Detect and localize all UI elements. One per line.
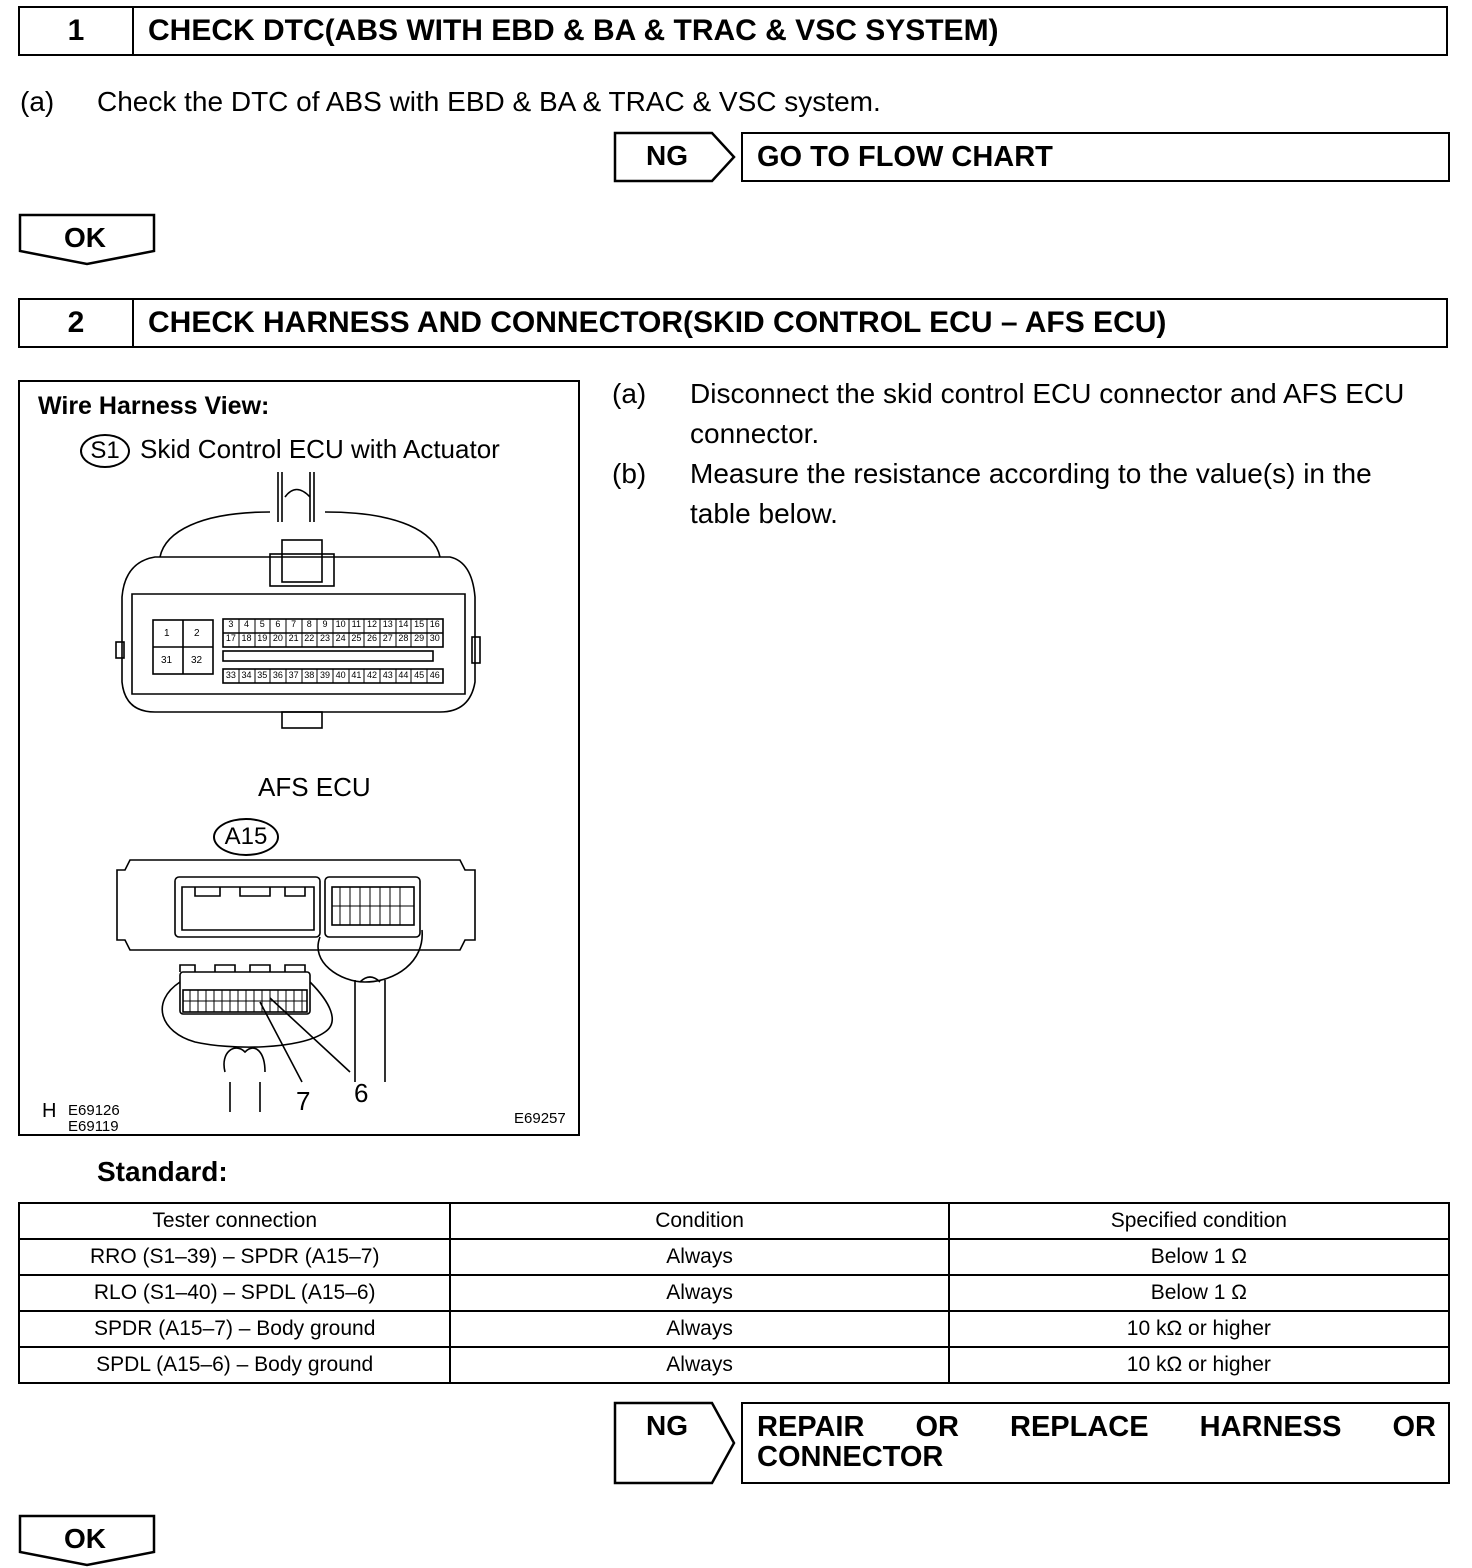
s1-pin-label: 1 xyxy=(164,628,170,639)
pin-7-label: 7 xyxy=(296,1086,311,1116)
table-cell: SPDL (A15–6) – Body ground xyxy=(19,1347,450,1383)
s1-pin-label: 30 xyxy=(429,633,440,643)
s1-pin-label: 29 xyxy=(414,633,425,643)
table-header-cell: Specified condition xyxy=(949,1203,1449,1239)
s1-pin-label: 23 xyxy=(319,633,330,643)
s1-pin-label: 4 xyxy=(244,619,250,629)
s1-pin-label: 41 xyxy=(351,670,362,680)
ng-label-1: NG xyxy=(646,140,688,171)
standard-heading: Standard: xyxy=(97,1156,228,1187)
step-2-title: CHECK HARNESS AND CONNECTOR(SKID CONTROL ECU – AFS ECU) xyxy=(148,306,1167,339)
ng-result-word: OR xyxy=(915,1411,959,1443)
figure-code-1: E69126 xyxy=(68,1102,120,1119)
table-cell: 10 kΩ or higher xyxy=(949,1347,1449,1383)
standard-table xyxy=(18,1202,1450,1384)
table-cell: Always xyxy=(450,1275,948,1311)
s1-pin-label: 42 xyxy=(367,670,378,680)
s1-code: S1 xyxy=(80,434,130,468)
s1-pin-label: 9 xyxy=(322,619,328,629)
s1-pin-label: 45 xyxy=(414,670,425,680)
step-1-item-a-text: Check the DTC of ABS with EBD & BA & TRAC & VSC system. xyxy=(97,86,881,117)
s1-pin-label: 21 xyxy=(288,633,299,643)
s1-pin-label: 34 xyxy=(241,670,252,680)
ng-label-2: NG xyxy=(646,1410,688,1441)
s1-pin-label: 37 xyxy=(288,670,299,680)
s1-pin-label: 18 xyxy=(241,633,252,643)
afs-ecu-drawing xyxy=(20,382,578,1134)
table-header-row xyxy=(19,1203,1449,1239)
s1-pin-label: 31 xyxy=(161,655,173,666)
table-cell: Always xyxy=(450,1311,948,1347)
pin-6-label: 6 xyxy=(354,1078,369,1108)
table-row xyxy=(19,1311,1449,1347)
step-2-header xyxy=(18,298,1448,348)
ng-result-word: HARNESS xyxy=(1199,1411,1342,1443)
s1-pin-label: 15 xyxy=(414,619,425,629)
s1-pin-label: 27 xyxy=(382,633,393,643)
table-cell: Below 1 Ω xyxy=(949,1239,1449,1275)
ok-label-1: OK xyxy=(64,222,106,253)
s1-pin-label: 3 xyxy=(228,619,234,629)
s1-pin-label: 13 xyxy=(382,619,393,629)
s1-pin-label: 32 xyxy=(191,655,203,666)
step-2-item-b-label: (b) xyxy=(612,458,647,489)
s1-pin-label: 44 xyxy=(398,670,409,680)
step-2-number: 2 xyxy=(20,300,134,346)
corner-h: H xyxy=(42,1100,57,1122)
table-cell: Always xyxy=(450,1347,948,1383)
s1-pin-label: 14 xyxy=(398,619,409,629)
s1-pin-label: 26 xyxy=(367,633,378,643)
s1-pin-label: 40 xyxy=(335,670,346,680)
s1-pin-label: 39 xyxy=(319,670,330,680)
step-1-title: CHECK DTC(ABS WITH EBD & BA & TRAC & VSC SYSTEM) xyxy=(148,14,999,47)
table-cell: SPDR (A15–7) – Body ground xyxy=(19,1311,450,1347)
ng-result-word: REPLACE xyxy=(1010,1411,1149,1443)
s1-pin-label: 16 xyxy=(429,619,440,629)
s1-pin-label: 38 xyxy=(304,670,315,680)
ng-result-word: REPAIR xyxy=(757,1411,865,1443)
afs-ecu-label: AFS ECU xyxy=(258,772,371,802)
s1-pin-label: 8 xyxy=(306,619,312,629)
s1-pin-label: 25 xyxy=(351,633,362,643)
figure-code-3: E69257 xyxy=(514,1110,566,1127)
table-cell: 10 kΩ or higher xyxy=(949,1311,1449,1347)
s1-pin-label: 11 xyxy=(351,619,362,629)
table-header-cell: Tester connection xyxy=(19,1203,450,1239)
s1-pin-label: 7 xyxy=(291,619,297,629)
ok-label-2: OK xyxy=(64,1523,106,1554)
step-2-item-b-line1: Measure the resistance according to the value(s) in the xyxy=(690,458,1372,489)
table-row xyxy=(19,1275,1449,1311)
s1-pin-label: 5 xyxy=(259,619,265,629)
s1-pin-label: 28 xyxy=(398,633,409,643)
step-1-item-a-label: (a) xyxy=(20,86,55,117)
s1-pin-label: 46 xyxy=(429,670,440,680)
s1-pin-label: 2 xyxy=(194,628,200,639)
s1-pin-label: 20 xyxy=(272,633,283,643)
step-1-header xyxy=(18,6,1448,56)
step-2-item-a-line2: connector. xyxy=(690,418,820,449)
s1-pin-label: 6 xyxy=(275,619,281,629)
s1-pin-label: 43 xyxy=(382,670,393,680)
table-cell: RRO (S1–39) – SPDR (A15–7) xyxy=(19,1239,450,1275)
table-header-cell: Condition xyxy=(450,1203,948,1239)
s1-pin-label: 24 xyxy=(335,633,346,643)
figure-title: Wire Harness View: xyxy=(38,392,270,420)
ng-result-1: GO TO FLOW CHART xyxy=(741,132,1450,182)
table-row xyxy=(19,1239,1449,1275)
s1-pin-label: 35 xyxy=(257,670,268,680)
s1-label: Skid Control ECU with Actuator xyxy=(140,434,500,464)
s1-pin-label: 36 xyxy=(272,670,283,680)
s1-pin-label: 12 xyxy=(367,619,378,629)
s1-pin-label: 19 xyxy=(257,633,268,643)
a15-code: A15 xyxy=(213,818,279,856)
step-2-item-a-line1: Disconnect the skid control ECU connector and AFS ECU xyxy=(690,378,1405,409)
ng-result-2-line2: CONNECTOR xyxy=(757,1441,944,1473)
table-cell: Always xyxy=(450,1239,948,1275)
table-cell: Below 1 Ω xyxy=(949,1275,1449,1311)
step-1-number: 1 xyxy=(20,8,134,54)
step-2-item-b-line2: table below. xyxy=(690,498,838,529)
figure-code-2: E69119 xyxy=(68,1118,119,1135)
step-2-item-a-label: (a) xyxy=(612,378,647,409)
s1-pin-label: 22 xyxy=(304,633,315,643)
table-row xyxy=(19,1347,1449,1383)
table-cell: RLO (S1–40) – SPDL (A15–6) xyxy=(19,1275,450,1311)
s1-pin-label: 33 xyxy=(225,670,236,680)
s1-pin-label: 10 xyxy=(335,619,346,629)
ng-result-word: OR xyxy=(1392,1411,1436,1443)
s1-pin-label: 17 xyxy=(225,633,236,643)
ng-result-2-line1 xyxy=(757,1412,1436,1442)
ng-result-2 xyxy=(741,1402,1450,1484)
wire-harness-figure xyxy=(18,380,580,1136)
